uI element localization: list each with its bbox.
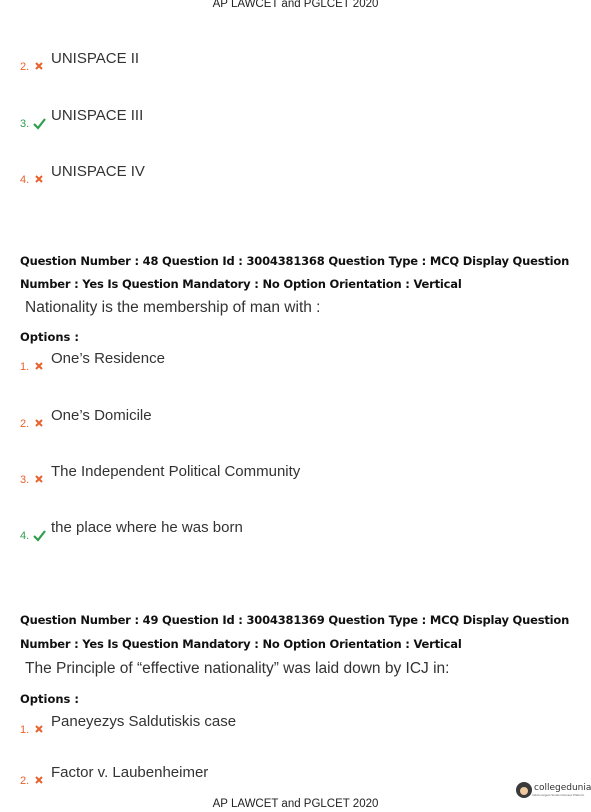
question-meta: Question Number : 48 Question Id : 3004381368 Question Type : MCQ Display Question	[20, 254, 570, 268]
page-footer: AP LAWCET and PGLCET 2020	[212, 798, 379, 810]
option-item	[20, 350, 165, 373]
option-item	[20, 713, 237, 736]
cross-icon	[32, 773, 46, 787]
logo-text: collegedunia	[534, 783, 591, 793]
cross-icon	[32, 722, 46, 736]
option-text: The Independent Political Community	[51, 463, 301, 480]
option-number: 2.	[20, 418, 30, 430]
option-number: 4.	[20, 530, 30, 542]
mascot-icon	[516, 782, 532, 798]
option-number: 4.	[20, 174, 30, 186]
option-number: 1.	[20, 361, 30, 373]
option-item	[20, 407, 152, 430]
option-text: Factor v. Laubenheimer	[51, 764, 209, 781]
options-label: Options :	[20, 330, 79, 344]
option-item	[20, 163, 145, 186]
page-header: AP LAWCET and PGLCET 2020	[212, 0, 379, 10]
option-item	[20, 519, 243, 542]
options-label: Options :	[20, 692, 79, 706]
collegedunia-logo	[516, 782, 591, 798]
cross-icon	[32, 416, 46, 430]
question-text: Nationality is the membership of man with :	[25, 299, 321, 316]
option-item	[20, 764, 209, 787]
option-text: One’s Domicile	[51, 407, 152, 424]
option-text: One’s Residence	[51, 350, 165, 367]
option-text: UNISPACE IV	[51, 163, 145, 180]
option-text: UNISPACE III	[51, 107, 144, 124]
question-meta: Number : Yes Is Question Mandatory : No Option Orientation : Vertical	[20, 277, 462, 291]
option-number: 3.	[20, 474, 30, 486]
option-number: 2.	[20, 61, 30, 73]
check-icon	[32, 528, 46, 542]
question-meta: Question Number : 49 Question Id : 3004381369 Question Type : MCQ Display Question	[20, 613, 570, 627]
question-text: The Principle of “effective nationality” was laid down by ICJ in:	[25, 660, 450, 677]
option-text: UNISPACE II	[51, 50, 140, 67]
option-item	[20, 50, 140, 73]
cross-icon	[32, 472, 46, 486]
cross-icon	[32, 59, 46, 73]
logo-tagline: India's largest Student Review Platform	[532, 793, 585, 797]
question-meta: Number : Yes Is Question Mandatory : No Option Orientation : Vertical	[20, 637, 462, 651]
option-number: 3.	[20, 118, 30, 130]
cross-icon	[32, 172, 46, 186]
check-icon	[32, 116, 46, 130]
option-number: 2.	[20, 775, 30, 787]
option-text: the place where he was born	[51, 519, 243, 536]
option-number: 1.	[20, 724, 30, 736]
option-text: Paneyezys Saldutiskis case	[51, 713, 237, 730]
option-item	[20, 107, 144, 130]
option-item	[20, 463, 301, 486]
cross-icon	[32, 359, 46, 373]
